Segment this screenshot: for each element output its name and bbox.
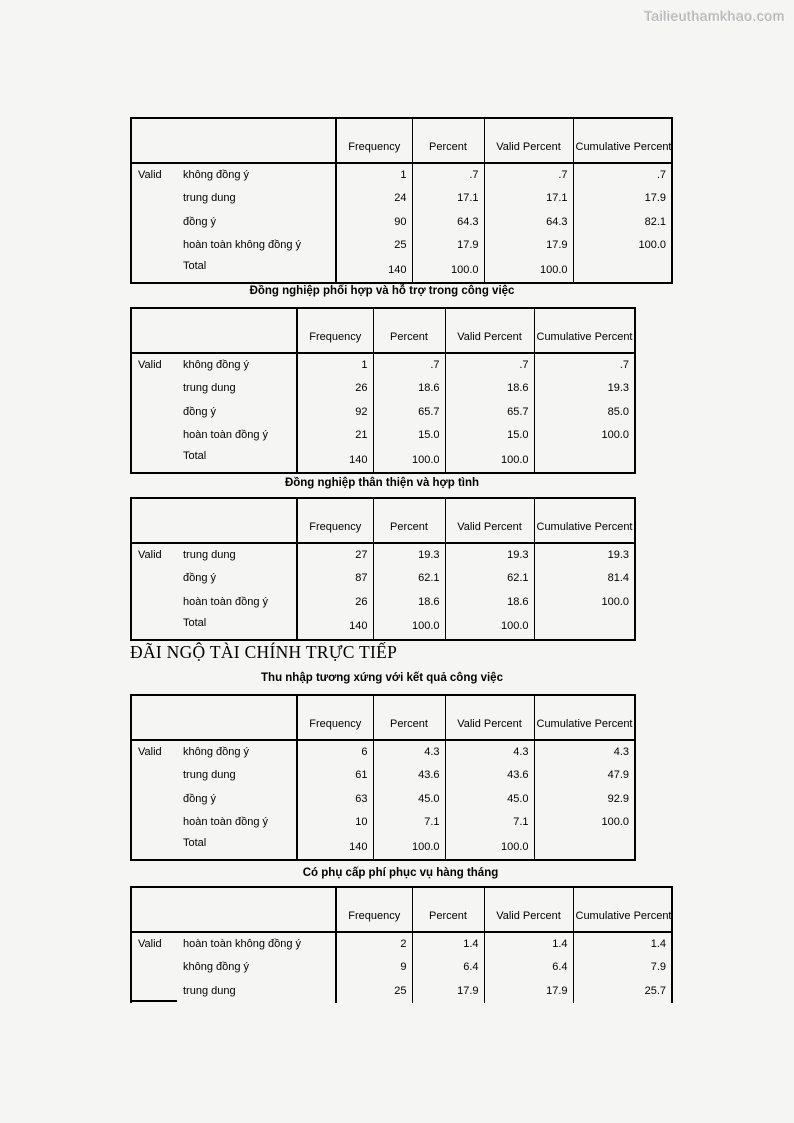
watermark: Tailieuthamkhao.com [643, 8, 785, 24]
row-label: hoàn toàn đồng ý [183, 816, 269, 829]
value-cell-percent: 100.0 [373, 447, 445, 473]
value-cell-frequency: 140 [336, 257, 412, 283]
column-header-frequency: Frequency [297, 498, 373, 543]
table-row [131, 543, 635, 567]
row-header-cell [131, 234, 179, 258]
value-cell-valid-percent: .7 [445, 353, 534, 377]
value-cell-cumulative-percent [573, 257, 672, 283]
value-cell-valid-percent: 45.0 [445, 787, 534, 811]
value-cell-valid-percent: 18.6 [445, 590, 534, 614]
value-cell-valid-percent: 17.9 [484, 234, 573, 258]
column-header-valid-percent: Valid Percent [484, 118, 573, 163]
value-cell-percent: 43.6 [373, 764, 445, 788]
value-cell-cumulative-percent [534, 447, 635, 473]
value-cell-valid-percent: 64.3 [484, 210, 573, 234]
column-header-cumulative-percent: Cumulative Percent [573, 887, 672, 932]
stub-header-cell [131, 308, 297, 353]
value-cell-frequency: 140 [297, 834, 373, 860]
section-heading: ĐÃI NGỘ TÀI CHÍNH TRỰC TIẾP [130, 642, 398, 662]
value-cell-frequency: 1 [297, 353, 373, 377]
row-label: đồng ý [183, 215, 217, 228]
value-cell-cumulative-percent: 19.3 [534, 543, 635, 567]
stub-header-cell [131, 887, 336, 932]
value-cell-cumulative-percent: 82.1 [573, 210, 672, 234]
column-header-frequency: Frequency [336, 118, 412, 163]
value-cell-cumulative-percent: 1.4 [573, 932, 672, 956]
value-cell-cumulative-percent [534, 834, 635, 860]
row-header-cell [131, 834, 179, 860]
value-cell-valid-percent: 4.3 [445, 740, 534, 764]
value-cell-frequency: 2 [336, 932, 412, 956]
value-cell-cumulative-percent: 100.0 [534, 424, 635, 448]
value-cell-valid-percent: 17.1 [484, 187, 573, 211]
value-cell-cumulative-percent: 7.9 [573, 956, 672, 980]
value-cell-frequency: 61 [297, 764, 373, 788]
value-cell-cumulative-percent: 100.0 [534, 590, 635, 614]
table-row [131, 210, 672, 234]
frequency-table-2 [130, 307, 636, 474]
column-header-valid-percent: Valid Percent [445, 695, 534, 740]
value-cell-valid-percent: .7 [484, 163, 573, 187]
value-cell-cumulative-percent: 4.3 [534, 740, 635, 764]
value-cell-cumulative-percent: 85.0 [534, 400, 635, 424]
table-row [131, 979, 672, 1003]
row-label: Total [183, 616, 207, 629]
column-header-cumulative-percent: Cumulative Percent [534, 498, 635, 543]
value-cell-frequency: 21 [297, 424, 373, 448]
row-header-cell: Valid [138, 169, 162, 182]
value-cell-percent: 64.3 [412, 210, 484, 234]
value-cell-percent: 7.1 [373, 811, 445, 835]
row-label: hoàn toàn đồng ý [183, 429, 269, 442]
stub-header-cell [131, 695, 297, 740]
table-row [131, 811, 635, 835]
value-cell-percent: 100.0 [412, 257, 484, 283]
column-header-valid-percent: Valid Percent [445, 308, 534, 353]
value-cell-percent: .7 [373, 353, 445, 377]
column-header-valid-percent: Valid Percent [445, 498, 534, 543]
value-cell-frequency: 1 [336, 163, 412, 187]
value-cell-percent: 17.9 [412, 979, 484, 1003]
row-label: không đồng ý [183, 359, 250, 372]
table-row [131, 740, 635, 764]
value-cell-valid-percent: 18.6 [445, 377, 534, 401]
column-header-percent: Percent [373, 498, 445, 543]
value-cell-frequency: 25 [336, 979, 412, 1003]
row-header-cell [131, 811, 179, 835]
value-cell-frequency: 9 [336, 956, 412, 980]
row-header-cell [131, 787, 179, 811]
table-row [131, 787, 635, 811]
value-cell-valid-percent: 7.1 [445, 811, 534, 835]
value-cell-frequency: 25 [336, 234, 412, 258]
row-label: Total [183, 450, 207, 462]
stub-header-cell [131, 498, 297, 543]
value-cell-frequency: 24 [336, 187, 412, 211]
value-cell-percent: 6.4 [412, 956, 484, 980]
value-cell-frequency: 6 [297, 740, 373, 764]
value-cell-valid-percent: 65.7 [445, 400, 534, 424]
column-header-valid-percent: Valid Percent [484, 887, 573, 932]
value-cell-frequency: 140 [297, 447, 373, 473]
column-header-frequency: Frequency [297, 695, 373, 740]
row-label: không đồng ý [183, 961, 250, 974]
column-header-frequency: Frequency [336, 887, 412, 932]
value-cell-percent: 18.6 [373, 590, 445, 614]
row-header-cell: Valid [138, 549, 162, 562]
row-label: trung dung [183, 769, 236, 782]
value-cell-frequency: 90 [336, 210, 412, 234]
value-cell-cumulative-percent: 25.7 [573, 979, 672, 1003]
value-cell-percent: 18.6 [373, 377, 445, 401]
table-row [131, 377, 635, 401]
row-header-cell [131, 377, 179, 401]
table-5-title: Có phụ cấp phí phục vụ hàng tháng [302, 867, 499, 879]
row-label: Total [183, 260, 207, 272]
row-label: Total [183, 837, 207, 849]
value-cell-cumulative-percent: 100.0 [534, 811, 635, 835]
table-row [131, 424, 635, 448]
row-header-cell [131, 210, 179, 234]
row-header-cell [131, 257, 179, 283]
value-cell-frequency: 87 [297, 567, 373, 591]
row-label: hoàn toàn không đồng ý [183, 239, 302, 252]
row-header-cell [131, 590, 179, 614]
table-row [131, 187, 672, 211]
value-cell-valid-percent: 6.4 [484, 956, 573, 980]
value-cell-frequency: 27 [297, 543, 373, 567]
column-header-frequency: Frequency [297, 308, 373, 353]
frequency-table-4 [130, 694, 636, 861]
column-header-cumulative-percent: Cumulative Percent [534, 308, 635, 353]
table-row [131, 614, 635, 640]
value-cell-cumulative-percent: 47.9 [534, 764, 635, 788]
value-cell-valid-percent: 1.4 [484, 932, 573, 956]
value-cell-valid-percent: 43.6 [445, 764, 534, 788]
page-break-table-border [130, 1000, 177, 1002]
value-cell-percent: 1.4 [412, 932, 484, 956]
table-row [131, 234, 672, 258]
value-cell-valid-percent: 100.0 [445, 834, 534, 860]
table-row [131, 447, 635, 473]
value-cell-percent: 19.3 [373, 543, 445, 567]
row-header-cell [131, 956, 179, 980]
column-header-percent: Percent [412, 118, 484, 163]
table-row [131, 764, 635, 788]
frequency-table-3 [130, 497, 636, 641]
table-row [131, 400, 635, 424]
row-label: trung dung [183, 549, 236, 562]
row-label: không đồng ý [183, 746, 250, 759]
value-cell-frequency: 26 [297, 590, 373, 614]
value-cell-percent: 15.0 [373, 424, 445, 448]
value-cell-valid-percent: 100.0 [445, 614, 534, 640]
row-label: trung dung [183, 984, 236, 997]
value-cell-cumulative-percent: 19.3 [534, 377, 635, 401]
value-cell-percent: 45.0 [373, 787, 445, 811]
row-header-cell [131, 764, 179, 788]
row-label: đồng ý [183, 405, 217, 418]
value-cell-frequency: 140 [297, 614, 373, 640]
table-row [131, 353, 635, 377]
row-header-cell [131, 447, 179, 473]
column-header-percent: Percent [373, 695, 445, 740]
table-3-title: Đồng nghiệp thân thiện và hợp tình [284, 477, 480, 489]
row-header-cell [131, 614, 179, 640]
table-row [131, 956, 672, 980]
table-row [131, 257, 672, 283]
row-header-cell [131, 187, 179, 211]
value-cell-cumulative-percent [534, 614, 635, 640]
value-cell-valid-percent: 19.3 [445, 543, 534, 567]
value-cell-cumulative-percent: 81.4 [534, 567, 635, 591]
table-4-title: Thu nhập tương xứng với kết quả công việc [261, 672, 503, 684]
column-header-cumulative-percent: Cumulative Percent [573, 118, 672, 163]
column-header-percent: Percent [373, 308, 445, 353]
column-header-percent: Percent [412, 887, 484, 932]
row-label: trung dung [183, 192, 236, 205]
row-header-cell [131, 979, 179, 1003]
row-label: hoàn toàn đồng ý [183, 595, 269, 608]
value-cell-cumulative-percent: 100.0 [573, 234, 672, 258]
value-cell-cumulative-percent: .7 [534, 353, 635, 377]
value-cell-valid-percent: 100.0 [445, 447, 534, 473]
value-cell-percent: 4.3 [373, 740, 445, 764]
table-row [131, 590, 635, 614]
row-header-cell: Valid [138, 746, 162, 759]
row-header-cell [131, 400, 179, 424]
row-label: hoàn toàn không đồng ý [183, 938, 302, 951]
value-cell-cumulative-percent: .7 [573, 163, 672, 187]
row-header-cell [131, 567, 179, 591]
table-row [131, 567, 635, 591]
value-cell-valid-percent: 62.1 [445, 567, 534, 591]
value-cell-frequency: 26 [297, 377, 373, 401]
row-label: đồng ý [183, 572, 217, 585]
row-header-cell [131, 424, 179, 448]
table-row [131, 163, 672, 187]
table-row [131, 932, 672, 956]
row-label: không đồng ý [183, 169, 250, 182]
value-cell-percent: 17.1 [412, 187, 484, 211]
value-cell-cumulative-percent: 17.9 [573, 187, 672, 211]
value-cell-valid-percent: 15.0 [445, 424, 534, 448]
row-label: trung dung [183, 382, 236, 395]
value-cell-cumulative-percent: 92.9 [534, 787, 635, 811]
table-row [131, 834, 635, 860]
value-cell-frequency: 92 [297, 400, 373, 424]
frequency-table-5 [130, 886, 673, 1003]
frequency-table-1 [130, 117, 673, 284]
value-cell-percent: 100.0 [373, 834, 445, 860]
table-2-title: Đồng nghiệp phối hợp và hỗ trợ trong công việc [249, 285, 515, 297]
stub-header-cell [131, 118, 336, 163]
row-label: đồng ý [183, 792, 217, 805]
value-cell-percent: 65.7 [373, 400, 445, 424]
value-cell-percent: 17.9 [412, 234, 484, 258]
column-header-cumulative-percent: Cumulative Percent [534, 695, 635, 740]
row-header-cell: Valid [138, 938, 162, 951]
value-cell-frequency: 63 [297, 787, 373, 811]
value-cell-valid-percent: 100.0 [484, 257, 573, 283]
value-cell-percent: .7 [412, 163, 484, 187]
row-header-cell: Valid [138, 359, 162, 372]
value-cell-valid-percent: 17.9 [484, 979, 573, 1003]
value-cell-frequency: 10 [297, 811, 373, 835]
value-cell-percent: 100.0 [373, 614, 445, 640]
value-cell-percent: 62.1 [373, 567, 445, 591]
